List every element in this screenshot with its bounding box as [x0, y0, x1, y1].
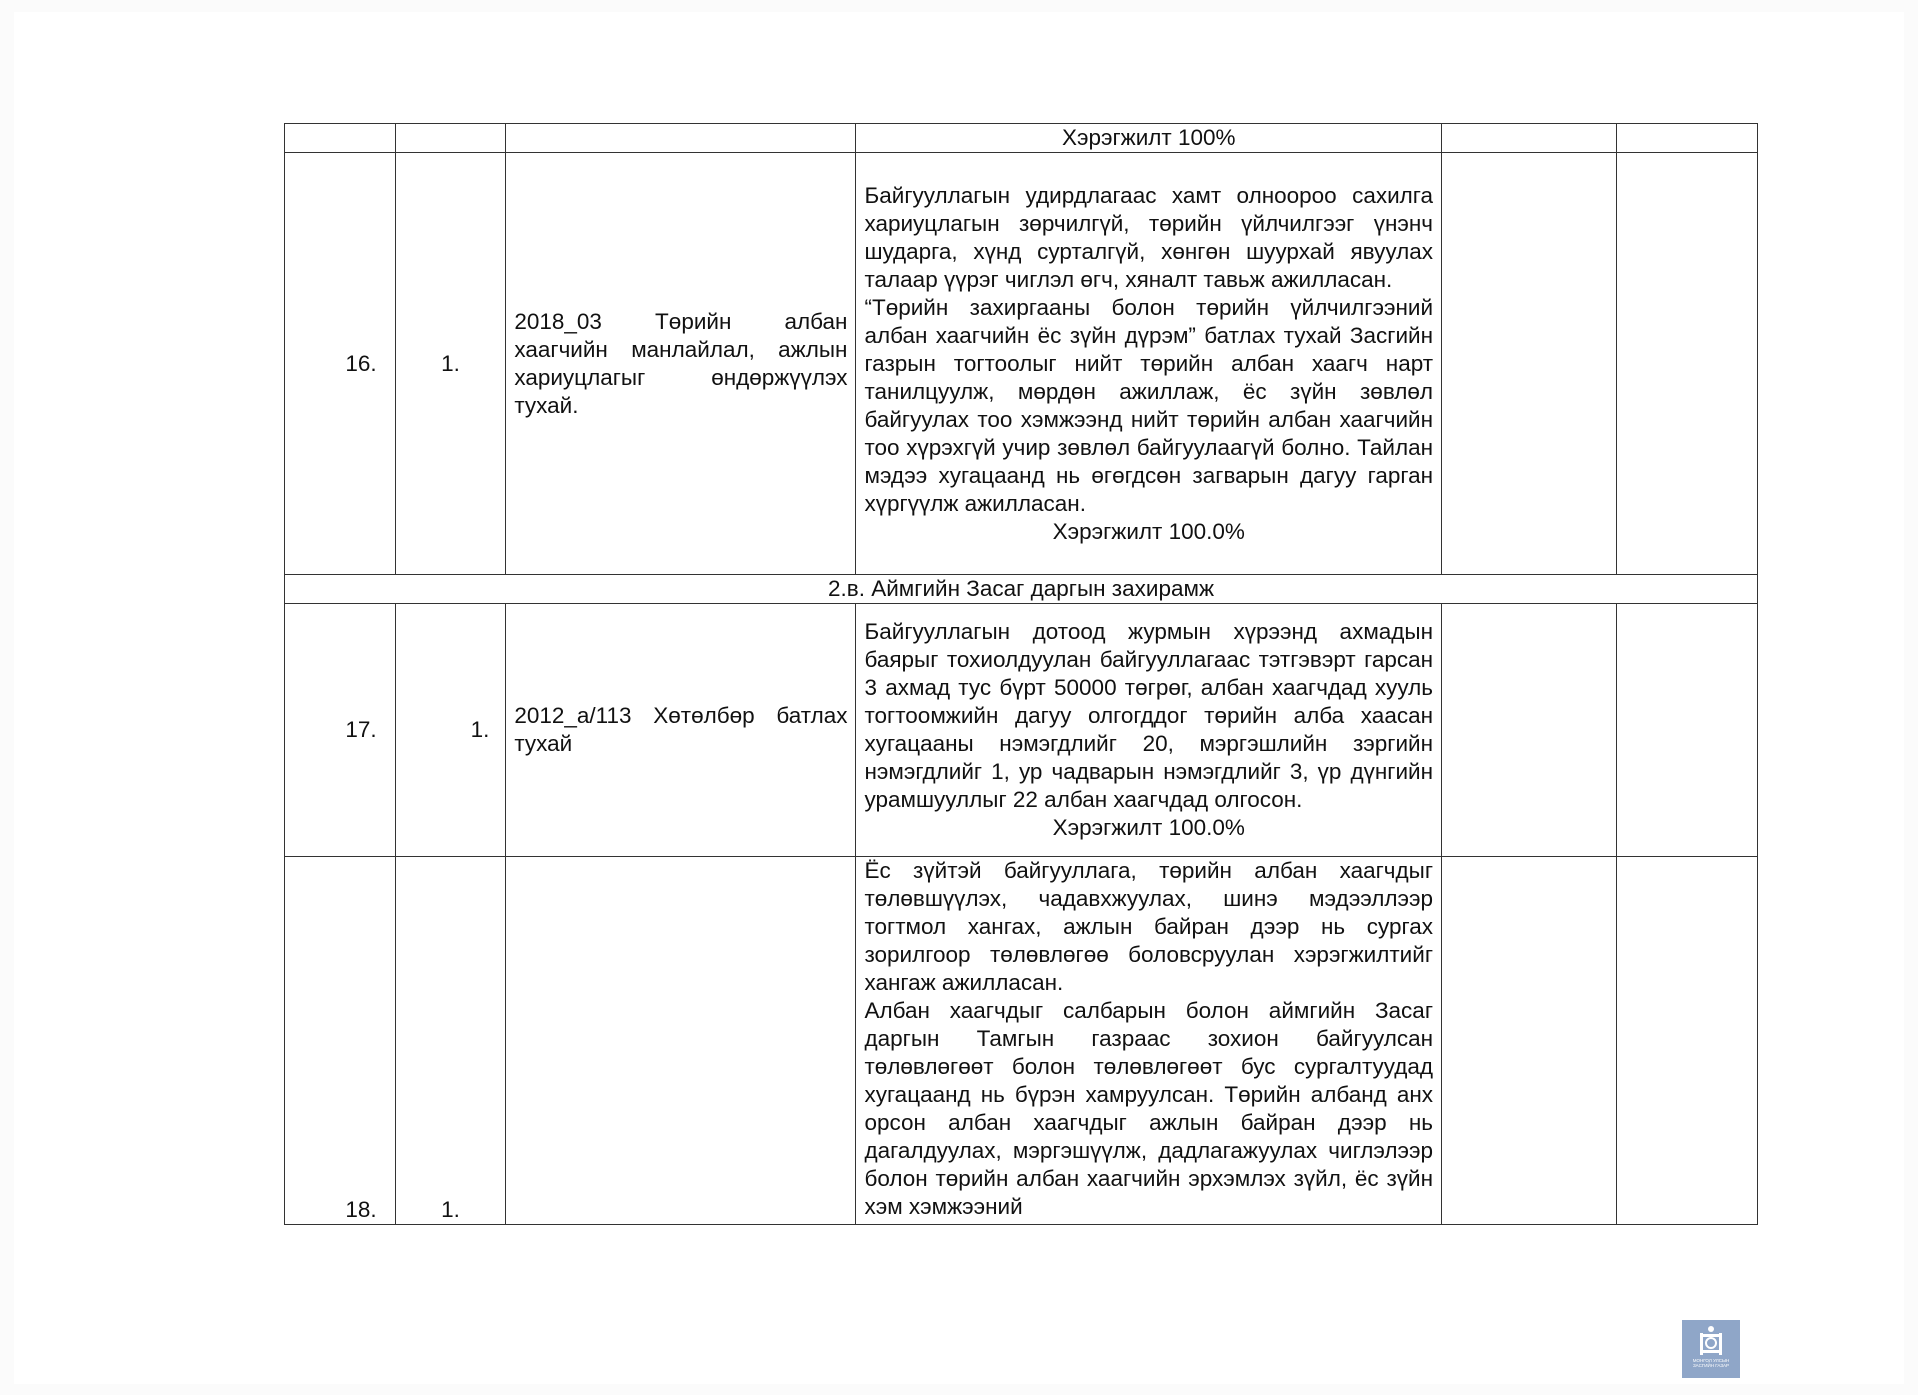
- row-index: 1.: [395, 857, 506, 1225]
- description-paragraph: Байгууллагын удирдлагаас хамт олноороо сахилга хариуцлагын зөрчилгүй, төрийн үйлчилгээг үнэнч шударга, хүнд сурталгүй, хөнгөн шуурхай явуулах талаар үүрэг чиглэл өгч, хяналт тавьж ажилласан.: [864, 182, 1434, 292]
- cell-index: [395, 124, 506, 153]
- row-index: 1.: [395, 604, 506, 857]
- cell-empty: [1617, 857, 1758, 1225]
- table-row: [285, 857, 1758, 1225]
- row-title: [506, 857, 856, 1225]
- row-description: [856, 857, 1442, 1225]
- row-description: [856, 604, 1442, 857]
- table-row: [285, 153, 1758, 575]
- result-text: Хэрэгжилт 100%: [856, 124, 1442, 153]
- row-description: [856, 153, 1442, 575]
- result-text: Хэрэгжилт 100.0%: [1052, 518, 1245, 544]
- logo-caption: МОНГОЛ УЛСЫН ЗАСГИЙН ГАЗАР: [1692, 1358, 1730, 1368]
- report-table: [284, 123, 1758, 1225]
- description-paragraph: Албан хаагчдыг салбарын болон аймгийн Засаг даргын Тамгын газраас зохион байгуулсан төлөвлөгөөт болон төлөвлөгөөт бус сургалтуудад хугацаанд нь бүрэн хамруулсан. Төрийн албанд анх орсон албан хаагчдыг ажлын байран дээр нь дагалдуулах, мэргэшүүлж, дадлагажуулах чиглэлээр болон төрийн албан хаагчийн эрхэмлэх зүйл, ёс зүйн хэм хэмжээний: [864, 998, 1434, 1219]
- description-paragraph: “Төрийн захиргааны болон төрийн үйлчилгээний албан хаагчийн ёс зүйн дүрэм” батлах тухай Засгийн газрын тогтоолыг нийт төрийн албан хаагч нарт танилцуулж, мөрдөн ажиллаж, ёс зүйн зөвлөл байгуулах тоо хэмжээнд нийт төрийн албан хаагчийн тоо хүрэхгүй учир зөвлөл байгуулаагүй болно. Тайлан мэдээ хугацаанд нь өгөгдсөн загварын дагуу гарган хүргүүлж ажилласан.: [864, 294, 1434, 516]
- result-text: Хэрэгжилт 100.0%: [1052, 815, 1245, 840]
- row-index: 1.: [395, 153, 506, 575]
- soyombo-emblem-icon: [1698, 1324, 1724, 1358]
- cell-empty: [1442, 604, 1617, 857]
- table-row: [285, 604, 1758, 857]
- row-title: 2012_а/113 Хөтөлбөр батлах тухай: [506, 604, 856, 857]
- section-title: 2.в. Аймгийн Засаг даргын захирамж: [285, 575, 1758, 604]
- government-logo: [1682, 1320, 1740, 1378]
- row-title: 2018_03 Төрийн албан хаагчийн манлайлал, ажлын хариуцлагыг өндөржүүлэх тухай.: [506, 153, 856, 575]
- section-row: [285, 575, 1758, 604]
- cell-empty: [1617, 153, 1758, 575]
- row-number: 18.: [285, 857, 396, 1225]
- cell-empty: [1442, 857, 1617, 1225]
- description-paragraph: Байгууллагын дотоод журмын хүрээнд ахмадын баярыг тохиолдуулан байгууллагаас тэтгэвэрт гарсан 3 ахмад тус бүрт 50000 төгрөг, албан хаагчдад хууль тогтоомжийн дагуу олгогддог төрийн алба хаасан хугацааны нэмэгдлийг 20, мэргэшлийн зэргийн нэмэгдлийг 1, ур чадварын нэмэгдлийг 3, үр дүнгийн урамшууллыг 22 албан хаагчдад олгосон.: [864, 619, 1434, 812]
- cell-empty: [1617, 124, 1758, 153]
- cell-title: [506, 124, 856, 153]
- cell-empty: [1617, 604, 1758, 857]
- cell-number: [285, 124, 396, 153]
- cell-empty: [1442, 124, 1617, 153]
- cell-empty: [1442, 153, 1617, 575]
- description-paragraph: Ёс зүйтэй байгууллага, төрийн албан хаагчдыг төлөвшүүлэх, чадавхжуулах, шинэ мэдээллээр тогтмол хангах, ажлын байран дээр нь сургах зорилгоор төлөвлөгөө боловсруулан хэрэгжилтийг хангаж ажилласан.: [864, 858, 1434, 995]
- row-number: 16.: [285, 153, 396, 575]
- row-number: 17.: [285, 604, 396, 857]
- table-row: [285, 124, 1758, 153]
